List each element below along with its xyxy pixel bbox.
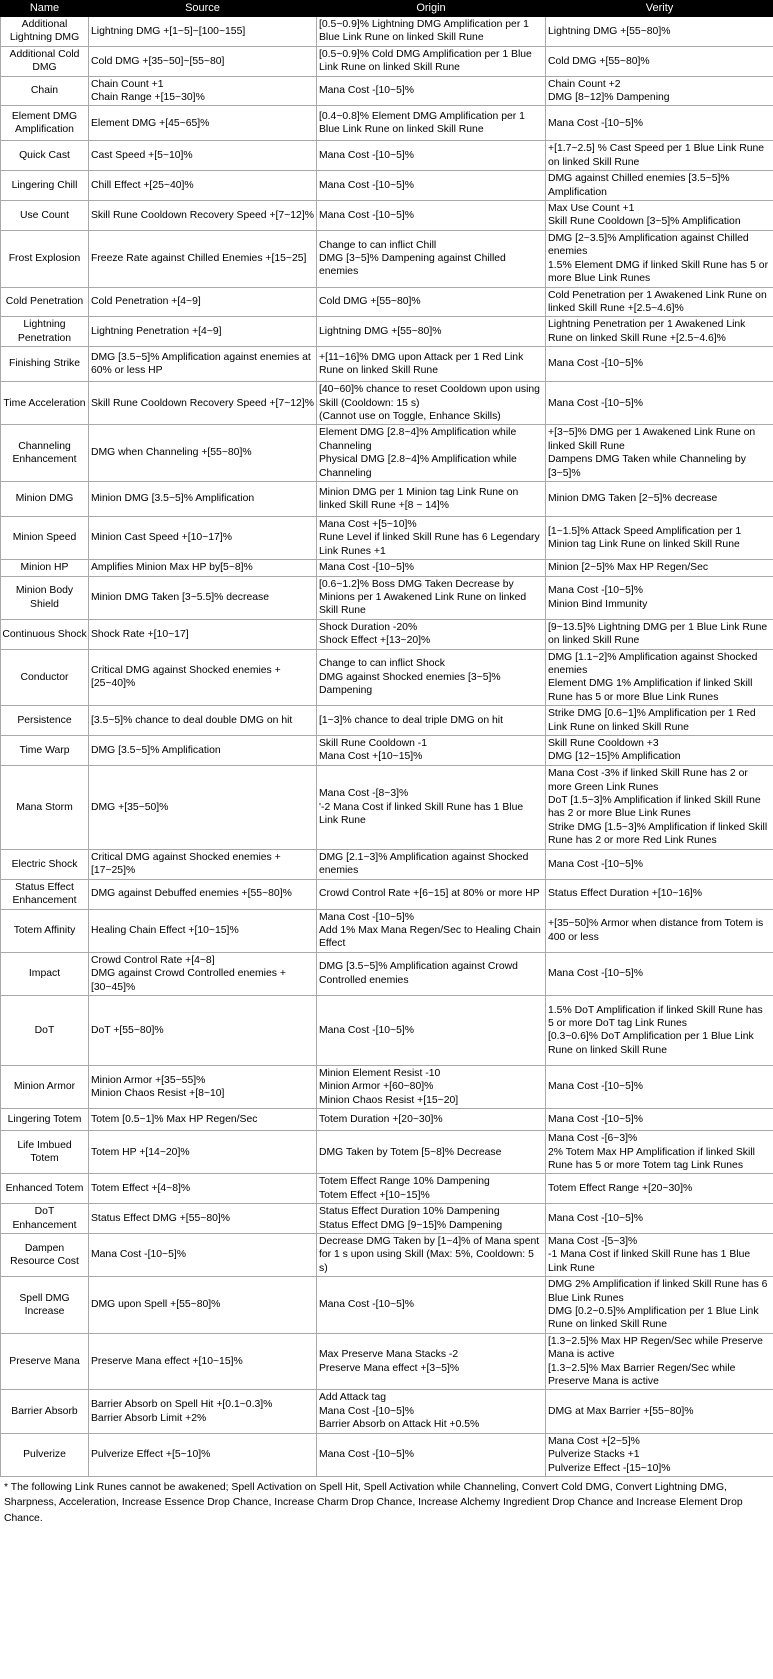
cell-verity: Mana Cost -[10~5]% [546, 952, 773, 995]
table-row [1, 909, 773, 952]
cell-name: Quick Cast [1, 141, 89, 171]
cell-source: DMG +[35~50]% [89, 765, 317, 849]
table-row [1, 141, 773, 171]
cell-source: Lightning Penetration +[4~9] [89, 317, 317, 347]
cell-source: Pulverize Effect +[5~10]% [89, 1433, 317, 1476]
cell-verity: Cold DMG +[55~80]% [546, 46, 773, 76]
table-row [1, 347, 773, 382]
cell-name: Barrier Absorb [1, 1390, 89, 1433]
cell-verity: Lightning Penetration per 1 Awakened Link Rune on linked Skill Rune +[2.5~4.6]% [546, 317, 773, 347]
cell-verity: [1.3~2.5]% Max HP Regen/Sec while Preserve Mana is active [1.3~2.5]% Max Barrier Regen/Sec while Preserve Mana is active [546, 1333, 773, 1390]
cell-verity: Minion [2~5]% Max HP Regen/Sec [546, 560, 773, 576]
cell-origin: Mana Cost +[5~10]% Rune Level if linked Skill Rune has 6 Legendary Link Runes +1 [317, 516, 546, 559]
cell-source: Skill Rune Cooldown Recovery Speed +[7~12]% [89, 201, 317, 231]
table-row [1, 995, 773, 1065]
cell-source: Critical DMG against Shocked enemies +[17~25]% [89, 849, 317, 879]
table-row [1, 1109, 773, 1131]
table-row [1, 560, 773, 576]
cell-verity: +[3~5]% DMG per 1 Awakened Link Rune on linked Skill Rune Dampens DMG Taken while Channeling by [3~5]% [546, 425, 773, 482]
cell-name: Cold Penetration [1, 287, 89, 317]
cell-origin: Mana Cost -[10~5]% [317, 201, 546, 231]
cell-verity: 1.5% DoT Amplification if linked Skill Rune has 5 or more DoT tag Link Runes [0.3~0.6]% DoT Amplification per 1 Blue Link Rune on linked Skill Rune [546, 995, 773, 1065]
cell-source: [3.5~5]% chance to deal double DMG on hit [89, 706, 317, 736]
cell-name: Pulverize [1, 1433, 89, 1476]
cell-name: Preserve Mana [1, 1333, 89, 1390]
table-row [1, 317, 773, 347]
cell-origin: Mana Cost -[10~5]% [317, 1277, 546, 1334]
cell-origin: Mana Cost -[10~5]% [317, 995, 546, 1065]
table-row [1, 46, 773, 76]
cell-name: Chain [1, 76, 89, 106]
cell-source: DMG upon Spell +[55~80]% [89, 1277, 317, 1334]
cell-origin: +[11~16]% DMG upon Attack per 1 Red Link Rune on linked Skill Rune [317, 347, 546, 382]
table-row [1, 425, 773, 482]
cell-source: DoT +[55~80]% [89, 995, 317, 1065]
cell-verity: Mana Cost -[10~5]% [546, 347, 773, 382]
cell-verity: [1~1.5]% Attack Speed Amplification per 1 Minion tag Link Rune on linked Skill Rune [546, 516, 773, 559]
cell-name: Mana Storm [1, 765, 89, 849]
cell-origin: Change to can inflict Shock DMG against Shocked enemies [3~5]% Dampening [317, 649, 546, 706]
table-row [1, 619, 773, 649]
table-row [1, 952, 773, 995]
cell-name: Channeling Enhancement [1, 425, 89, 482]
cell-name: Minion Body Shield [1, 576, 89, 619]
cell-origin: Cold DMG +[55~80]% [317, 287, 546, 317]
table-row [1, 287, 773, 317]
cell-verity: Chain Count +2 DMG [8~12]% Dampening [546, 76, 773, 106]
cell-name: Minion DMG [1, 481, 89, 516]
cell-origin: [0.4~0.8]% Element DMG Amplification per 1 Blue Link Rune on linked Skill Rune [317, 106, 546, 141]
cell-source: Lightning DMG +[1~5]~[100~155] [89, 17, 317, 47]
table-row [1, 1433, 773, 1476]
table-row [1, 516, 773, 559]
cell-verity: [9~13.5]% Lightning DMG per 1 Blue Link Rune on linked Skill Rune [546, 619, 773, 649]
header-origin: Origin [317, 1, 546, 17]
cell-origin: DMG [3.5~5]% Amplification against Crowd Controlled enemies [317, 952, 546, 995]
cell-origin: Mana Cost -[8~3]% '-2 Mana Cost if linked Skill Rune has 1 Blue Link Rune [317, 765, 546, 849]
cell-source: Totem HP +[14~20]% [89, 1131, 317, 1174]
table-body [1, 17, 773, 1477]
cell-origin: [0.5~0.9]% Lightning DMG Amplification per 1 Blue Link Rune on linked Skill Rune [317, 17, 546, 47]
cell-name: Time Warp [1, 736, 89, 766]
cell-origin: Skill Rune Cooldown -1 Mana Cost +[10~15]% [317, 736, 546, 766]
table-row [1, 1277, 773, 1334]
cell-name: Continuous Shock [1, 619, 89, 649]
cell-verity: Mana Cost +[2~5]% Pulverize Stacks +1 Pulverize Effect -[15~10]% [546, 1433, 773, 1476]
table-row [1, 706, 773, 736]
table-row [1, 106, 773, 141]
cell-verity: +[1.7~2.5] % Cast Speed per 1 Blue Link Rune on linked Skill Rune [546, 141, 773, 171]
cell-source: Crowd Control Rate +[4~8] DMG against Crowd Controlled enemies +[30~45]% [89, 952, 317, 995]
cell-name: Conductor [1, 649, 89, 706]
cell-origin: Change to can inflict Chill DMG [3~5]% Dampening against Chilled enemies [317, 230, 546, 287]
cell-source: Minion Armor +[35~55]% Minion Chaos Resist +[8~10] [89, 1065, 317, 1108]
header-verity: Verity [546, 1, 773, 17]
cell-source: DMG [3.5~5]% Amplification [89, 736, 317, 766]
cell-verity: Status Effect Duration +[10~16]% [546, 879, 773, 909]
cell-verity: Mana Cost -[10~5]% [546, 1109, 773, 1131]
cell-source: Chill Effect +[25~40]% [89, 171, 317, 201]
table-row [1, 879, 773, 909]
cell-source: Barrier Absorb on Spell Hit +[0.1~0.3]% Barrier Absorb Limit +2% [89, 1390, 317, 1433]
cell-origin: Minion Element Resist -10 Minion Armor +[60~80]% Minion Chaos Resist +[15~20] [317, 1065, 546, 1108]
cell-name: Dampen Resource Cost [1, 1234, 89, 1277]
cell-verity: Mana Cost -[10~5]% [546, 849, 773, 879]
cell-origin: Crowd Control Rate +[6~15] at 80% or more HP [317, 879, 546, 909]
cell-verity: Mana Cost -[10~5]% [546, 106, 773, 141]
cell-source: DMG [3.5~5]% Amplification against enemies at 60% or less HP [89, 347, 317, 382]
cell-verity: Minion DMG Taken [2~5]% decrease [546, 481, 773, 516]
cell-name: Time Acceleration [1, 382, 89, 425]
cell-source: Freeze Rate against Chilled Enemies +[15~25] [89, 230, 317, 287]
cell-source: Amplifies Minion Max HP by[5~8]% [89, 560, 317, 576]
table-row [1, 201, 773, 231]
cell-origin: [1~3]% chance to deal triple DMG on hit [317, 706, 546, 736]
cell-verity: Mana Cost -[6~3]% 2% Totem Max HP Amplification if linked Skill Rune has 5 or more Totem tag Link Runes [546, 1131, 773, 1174]
table-row [1, 576, 773, 619]
cell-source: Cold Penetration +[4~9] [89, 287, 317, 317]
cell-origin: Totem Effect Range 10% Dampening Totem Effect +[10~15]% [317, 1174, 546, 1204]
cell-origin: Mana Cost -[10~5]% [317, 171, 546, 201]
cell-name: Life Imbued Totem [1, 1131, 89, 1174]
cell-source: Mana Cost -[10~5]% [89, 1234, 317, 1277]
cell-name: Lingering Totem [1, 1109, 89, 1131]
cell-source: Totem [0.5~1]% Max HP Regen/Sec [89, 1109, 317, 1131]
cell-verity: DMG [2~3.5]% Amplification against Chilled enemies 1.5% Element DMG if linked Skill Rune has 5 or more Blue Link Runes [546, 230, 773, 287]
cell-origin: Add Attack tag Mana Cost -[10~5]% Barrier Absorb on Attack Hit +0.5% [317, 1390, 546, 1433]
table-row [1, 765, 773, 849]
cell-origin: DMG Taken by Totem [5~8]% Decrease [317, 1131, 546, 1174]
table-row [1, 481, 773, 516]
cell-source: Totem Effect +[4~8]% [89, 1174, 317, 1204]
cell-source: Status Effect DMG +[55~80]% [89, 1204, 317, 1234]
cell-verity: Lightning DMG +[55~80]% [546, 17, 773, 47]
footnote: * The following Link Runes cannot be awakened; Spell Activation on Spell Hit, Spell Activation while Channeling, Convert Cold DMG, Convert Lightning DMG, Sharpness, Acceleration, Increase Essence Drop Chance, Increase Charm Drop Chance, Increase Alchemy Ingredient Drop Chance and Increase Element Drop Chance. [4, 1481, 743, 1524]
cell-name: Lightning Penetration [1, 317, 89, 347]
header-row [1, 1, 773, 17]
cell-origin: Mana Cost -[10~5]% [317, 76, 546, 106]
cell-source: Skill Rune Cooldown Recovery Speed +[7~12]% [89, 382, 317, 425]
cell-name: Minion HP [1, 560, 89, 576]
cell-source: Shock Rate +[10~17] [89, 619, 317, 649]
cell-verity: Totem Effect Range +[20~30]% [546, 1174, 773, 1204]
cell-verity: +[35~50]% Armor when distance from Totem is 400 or less [546, 909, 773, 952]
cell-verity: Mana Cost -[5~3]% -1 Mana Cost if linked Skill Rune has 1 Blue Link Rune [546, 1234, 773, 1277]
cell-source: DMG when Channeling +[55~80]% [89, 425, 317, 482]
cell-source: Cast Speed +[5~10]% [89, 141, 317, 171]
table-row [1, 382, 773, 425]
cell-origin: DMG [2.1~3]% Amplification against Shocked enemies [317, 849, 546, 879]
cell-origin: Minion DMG per 1 Minion tag Link Rune on linked Skill Rune +[8 ~ 14]% [317, 481, 546, 516]
table-row [1, 649, 773, 706]
cell-origin: [0.5~0.9]% Cold DMG Amplification per 1 Blue Link Rune on linked Skill Rune [317, 46, 546, 76]
cell-name: Status Effect Enhancement [1, 879, 89, 909]
cell-origin: Mana Cost -[10~5]% [317, 1433, 546, 1476]
cell-source: Minion DMG Taken [3~5.5]% decrease [89, 576, 317, 619]
cell-verity: Mana Cost -3% if linked Skill Rune has 2 or more Green Link Runes DoT [1.5~3]% Amplification if linked Skill Rune has 2 or more Blue Link Runes Strike DMG [1.5~3]% Amplification if linked Skill Rune has 2 or more Red Link Runes [546, 765, 773, 849]
table-row [1, 849, 773, 879]
cell-verity: Strike DMG [0.6~1]% Amplification per 1 Red Link Rune on linked Skill Rune [546, 706, 773, 736]
cell-verity: DMG at Max Barrier +[55~80]% [546, 1390, 773, 1433]
cell-verity: Cold Penetration per 1 Awakened Link Rune on linked Skill Rune +[2.5~4.6]% [546, 287, 773, 317]
cell-source: Critical DMG against Shocked enemies +[25~40]% [89, 649, 317, 706]
table-row [1, 1131, 773, 1174]
cell-verity: DMG against Chilled enemies [3.5~5]% Amplification [546, 171, 773, 201]
cell-name: Persistence [1, 706, 89, 736]
cell-origin: Mana Cost -[10~5]% [317, 560, 546, 576]
cell-verity: Mana Cost -[10~5]% [546, 1204, 773, 1234]
header-source: Source [89, 1, 317, 17]
cell-source: Healing Chain Effect +[10~15]% [89, 909, 317, 952]
cell-verity: DMG 2% Amplification if linked Skill Rune has 6 Blue Link Runes DMG [0.2~0.5]% Amplification per 1 Blue Link Rune on linked Skill Rune [546, 1277, 773, 1334]
cell-name: DoT [1, 995, 89, 1065]
table-row [1, 1234, 773, 1277]
cell-verity: Skill Rune Cooldown +3 DMG [12~15]% Amplification [546, 736, 773, 766]
cell-origin: Totem Duration +[20~30]% [317, 1109, 546, 1131]
cell-name: DoT Enhancement [1, 1204, 89, 1234]
cell-source: Minion Cast Speed +[10~17]% [89, 516, 317, 559]
cell-origin: Element DMG [2.8~4]% Amplification while Channeling Physical DMG [2.8~4]% Amplification while Channeling [317, 425, 546, 482]
cell-name: Spell DMG Increase [1, 1277, 89, 1334]
cell-name: Totem Affinity [1, 909, 89, 952]
cell-source: DMG against Debuffed enemies +[55~80]% [89, 879, 317, 909]
cell-name: Impact [1, 952, 89, 995]
cell-name: Additional Lightning DMG [1, 17, 89, 47]
cell-verity: DMG [1.1~2]% Amplification against Shocked enemies Element DMG 1% Amplification if linked Skill Rune has 5 or more Blue Link Runes [546, 649, 773, 706]
cell-origin: [0.6~1.2]% Boss DMG Taken Decrease by Minions per 1 Awakened Link Rune on linked Skill Rune [317, 576, 546, 619]
table-row [1, 1065, 773, 1108]
table-row [1, 171, 773, 201]
header-name: Name [1, 1, 89, 17]
cell-source: Chain Count +1 Chain Range +[15~30]% [89, 76, 317, 106]
cell-origin: Shock Duration -20% Shock Effect +[13~20]% [317, 619, 546, 649]
cell-name: Element DMG Amplification [1, 106, 89, 141]
cell-origin: Max Preserve Mana Stacks -2 Preserve Mana effect +[3~5]% [317, 1333, 546, 1390]
cell-verity: Mana Cost -[10~5]% [546, 382, 773, 425]
cell-origin: Mana Cost -[10~5]% Add 1% Max Mana Regen/Sec to Healing Chain Effect [317, 909, 546, 952]
cell-source: Cold DMG +[35~50]~[55~80] [89, 46, 317, 76]
cell-verity: Max Use Count +1 Skill Rune Cooldown [3~5]% Amplification [546, 201, 773, 231]
table-row [1, 736, 773, 766]
table-row [1, 230, 773, 287]
cell-source: Preserve Mana effect +[10~15]% [89, 1333, 317, 1390]
cell-name: Minion Speed [1, 516, 89, 559]
cell-verity: Mana Cost -[10~5]% [546, 1065, 773, 1108]
cell-source: Minion DMG [3.5~5]% Amplification [89, 481, 317, 516]
cell-origin: [40~60]% chance to reset Cooldown upon using Skill (Cooldown: 15 s) (Cannot use on Toggle, Enhance Skills) [317, 382, 546, 425]
cell-name: Minion Armor [1, 1065, 89, 1108]
table-row [1, 1390, 773, 1433]
table-row [1, 1204, 773, 1234]
cell-source: Element DMG +[45~65]% [89, 106, 317, 141]
table-row [1, 1174, 773, 1204]
cell-origin: Lightning DMG +[55~80]% [317, 317, 546, 347]
table-row [1, 1333, 773, 1390]
cell-origin: Mana Cost -[10~5]% [317, 141, 546, 171]
cell-name: Use Count [1, 201, 89, 231]
cell-name: Finishing Strike [1, 347, 89, 382]
cell-name: Lingering Chill [1, 171, 89, 201]
table-row [1, 76, 773, 106]
cell-name: Frost Explosion [1, 230, 89, 287]
cell-origin: Decrease DMG Taken by [1~4]% of Mana spent for 1 s upon using Skill (Max: 5%, Cooldown: 5 s) [317, 1234, 546, 1277]
table-row [1, 17, 773, 47]
cell-origin: Status Effect Duration 10% Dampening Status Effect DMG [9~15]% Dampening [317, 1204, 546, 1234]
cell-name: Enhanced Totem [1, 1174, 89, 1204]
cell-verity: Mana Cost -[10~5]% Minion Bind Immunity [546, 576, 773, 619]
cell-name: Electric Shock [1, 849, 89, 879]
cell-name: Additional Cold DMG [1, 46, 89, 76]
